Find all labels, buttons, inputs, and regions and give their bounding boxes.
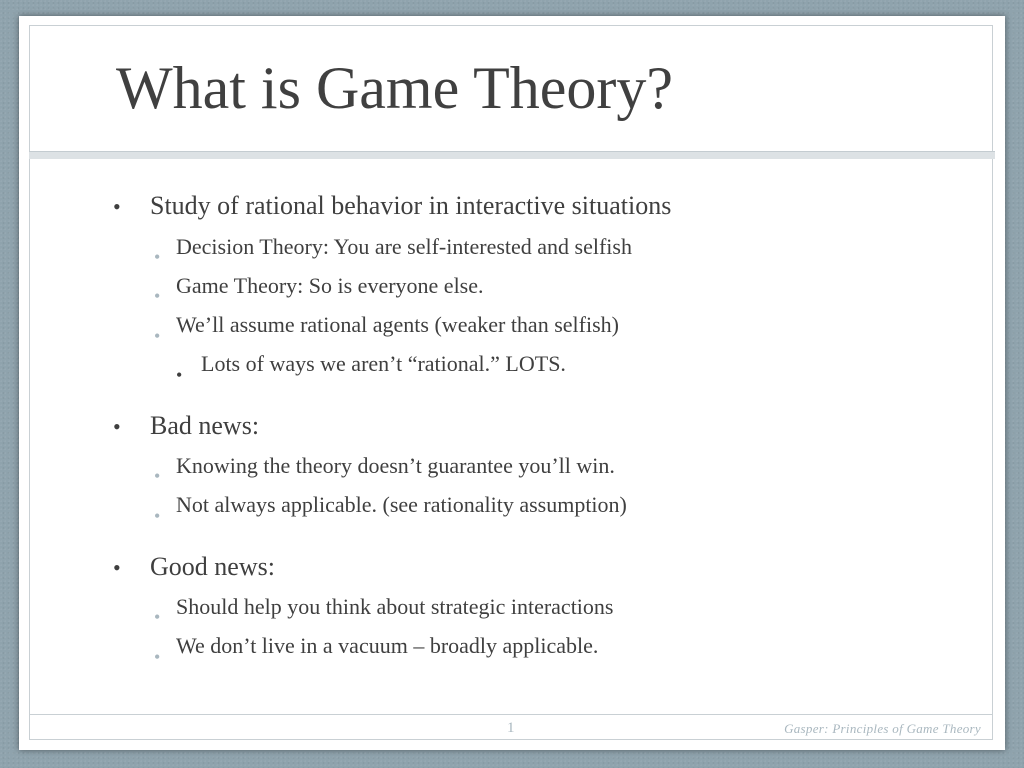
bullet-level1-good-news: Good news:: [150, 552, 275, 581]
bullet-level3-lots-of-ways: Lots of ways we aren’t “rational.” LOTS.: [201, 351, 566, 376]
slide: [19, 16, 1005, 750]
bullet-icon: •: [154, 286, 161, 306]
bullet-level2-rational-agents: We’ll assume rational agents (weaker than selfish): [176, 312, 619, 337]
bullet-icon: •: [154, 247, 161, 267]
bullet-icon: •: [176, 365, 183, 385]
bullet-level2-decision-theory: Decision Theory: You are self-interested and selfish: [176, 234, 632, 259]
bullet-icon: •: [154, 326, 161, 346]
bullet-icon: •: [154, 466, 161, 486]
bullet-level2-vacuum: We don’t live in a vacuum – broadly applicable.: [176, 633, 599, 658]
bullet-icon: •: [113, 194, 121, 219]
bullet-icon: •: [154, 647, 161, 667]
slide-title: What is Game Theory?: [116, 55, 674, 121]
bullet-icon: •: [113, 555, 121, 580]
footer-caption: Gasper: Principles of Game Theory: [784, 721, 981, 736]
bullet-level2-strategic-interactions: Should help you think about strategic interactions: [176, 594, 614, 619]
bullet-level2-not-always-applicable: Not always applicable. (see rationality assumption): [176, 492, 627, 517]
bullet-level2-knowing-theory: Knowing the theory doesn’t guarantee you’ll win.: [176, 453, 615, 478]
bullet-icon: •: [113, 414, 121, 439]
footer-divider: [29, 714, 993, 715]
bullet-level1-study: Study of rational behavior in interactive situations: [150, 191, 672, 220]
bullet-level2-game-theory: Game Theory: So is everyone else.: [176, 273, 484, 298]
bullet-icon: •: [154, 607, 161, 627]
slide-content: [19, 16, 1005, 750]
bullet-level1-bad-news: Bad news:: [150, 411, 260, 440]
bullet-icon: •: [154, 506, 161, 526]
page-number: 1: [507, 720, 515, 736]
